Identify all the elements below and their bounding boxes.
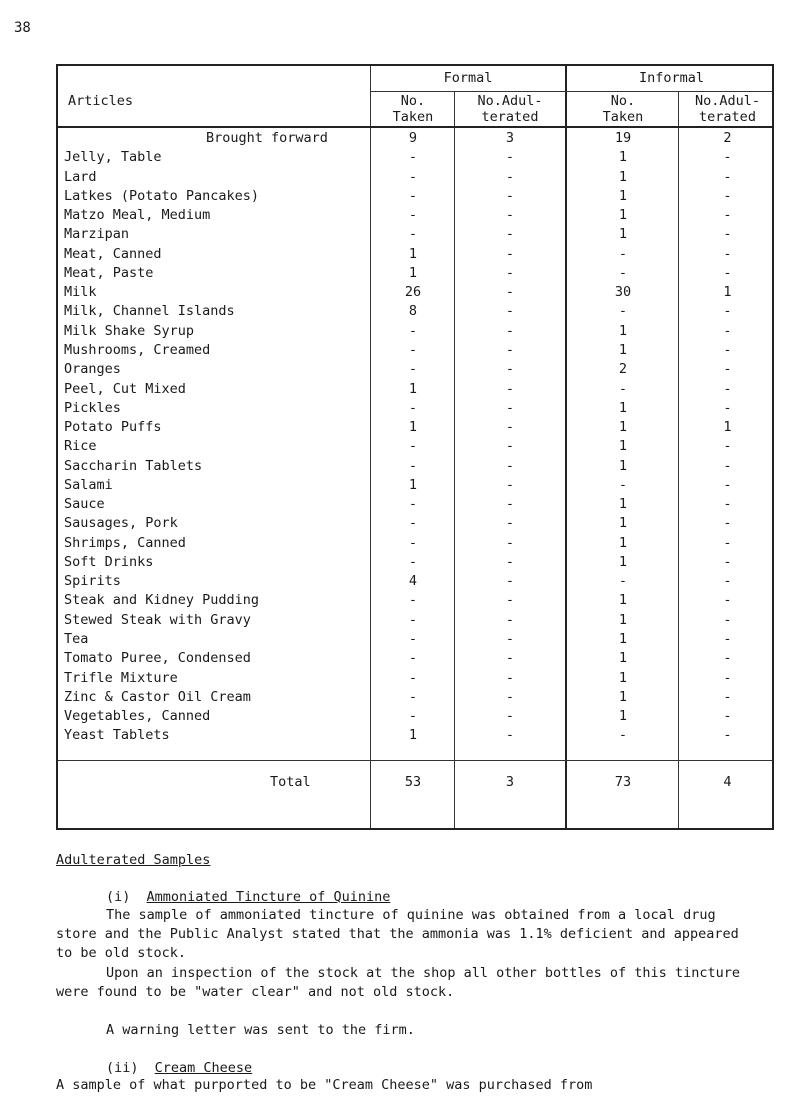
col-informal-taken-l2: Taken — [602, 109, 644, 125]
table-row-value: - — [505, 187, 515, 204]
table-row-label: Mushrooms, Creamed — [64, 341, 211, 358]
section-heading-text: Adulterated Samples — [56, 852, 211, 868]
table-row-value: - — [505, 168, 515, 185]
table-row-value: - — [408, 149, 418, 166]
table-row-value: - — [723, 708, 732, 725]
table-row-value: - — [505, 515, 515, 532]
table-row-value: - — [408, 457, 418, 474]
table-row-label: Meat, Canned — [64, 245, 162, 262]
total-row-value: 73 — [614, 774, 632, 790]
table-row-value: 4 — [408, 573, 418, 590]
table-row-value: - — [505, 688, 515, 705]
table-row-value: - — [723, 688, 732, 705]
table-row-label: Marzipan — [64, 226, 130, 243]
table-row-value: - — [505, 438, 515, 455]
table-row-value: - — [505, 631, 515, 648]
brought-forward-row-value: 19 — [614, 130, 632, 146]
table-row-value: - — [408, 438, 418, 455]
table-row-value: 2 — [618, 361, 628, 378]
table-row-label: Sausages, Pork — [64, 515, 178, 532]
table-row-value: 1 — [618, 149, 628, 166]
table-row-value: 1 — [618, 207, 628, 224]
samples-table — [56, 64, 774, 830]
table-row-value: - — [505, 611, 515, 628]
table-row-label: Meat, Paste — [64, 264, 154, 281]
section-heading — [56, 851, 776, 870]
table-row-value: - — [618, 727, 628, 744]
table-row-label: Shrimps, Canned — [64, 534, 186, 551]
total-row-label: Total — [270, 774, 311, 790]
col-formal-taken-l2: Taken — [392, 109, 434, 125]
table-row-label: Steak and Kidney Pudding — [64, 592, 260, 609]
table-row-value: 8 — [408, 303, 418, 320]
table-row-label: Rice — [64, 438, 97, 455]
table-row-value: - — [505, 419, 515, 436]
table-row-value: - — [408, 688, 418, 705]
table-row-value: - — [723, 650, 732, 667]
table-row-value: 1 — [618, 399, 628, 416]
table-row-value: - — [723, 631, 732, 648]
table-row-value: 1 — [618, 438, 628, 455]
table-row-value: - — [723, 264, 732, 281]
table-row-value: - — [723, 399, 732, 416]
table-row-label: Tea — [64, 631, 89, 648]
table-row-value: - — [505, 573, 515, 590]
total-row-value: 53 — [404, 774, 422, 790]
item2-title: Cream Cheese — [154, 1060, 253, 1076]
table-row-label: Lard — [64, 168, 97, 185]
table-row-value: - — [408, 496, 418, 513]
table-row-value: - — [408, 515, 418, 532]
table-row-value: 1 — [618, 496, 628, 513]
table-row-value: - — [505, 207, 515, 224]
table-row-value: 1 — [408, 476, 418, 493]
table-row-label: Peel, Cut Mixed — [64, 380, 186, 397]
table-row-value: - — [723, 226, 732, 243]
table-row-value: - — [505, 361, 515, 378]
table-row-value: 1 — [618, 669, 628, 686]
table-row-value: - — [505, 245, 515, 262]
table-row-label: Milk — [64, 284, 97, 301]
table-row-label: Trifle Mixture — [64, 669, 178, 686]
table-row-value: - — [505, 708, 515, 725]
table-row-value: 1 — [408, 264, 418, 281]
item2-number: (ii) — [106, 1060, 139, 1076]
table-row-value: - — [723, 592, 732, 609]
item1-title: Ammoniated Tincture of Quinine — [146, 889, 391, 905]
table-row-value: - — [408, 631, 418, 648]
table-row-value: - — [505, 534, 515, 551]
table-row-value: - — [505, 380, 515, 397]
table-row-value: - — [408, 341, 418, 358]
table-row-value: 1 — [618, 515, 628, 532]
col-formal-taken-l1: No. — [400, 93, 426, 109]
table-row-value: - — [505, 284, 515, 301]
table-row-value: 1 — [618, 226, 628, 243]
table-row-value: 1 — [723, 284, 732, 301]
table-row-value: - — [505, 226, 515, 243]
table-row-value: - — [505, 399, 515, 416]
articles-header: Articles — [68, 93, 134, 109]
table-row-value: - — [408, 207, 418, 224]
informal-header: Informal — [638, 70, 705, 86]
table-row-value: - — [505, 264, 515, 281]
table-row-value: 1 — [723, 419, 732, 436]
formal-header: Formal — [443, 70, 493, 86]
table-row-value: - — [723, 457, 732, 474]
table-row-label: Vegetables, Canned — [64, 708, 211, 725]
table-row-value: - — [618, 380, 628, 397]
table-row-value: - — [723, 207, 732, 224]
table-row-value: - — [505, 476, 515, 493]
table-row-value: - — [505, 592, 515, 609]
table-row-value: - — [505, 322, 515, 339]
table-row-value: - — [505, 341, 515, 358]
table-row-value: 1 — [618, 457, 628, 474]
total-row-value: 4 — [723, 774, 732, 790]
table-row-value: - — [505, 303, 515, 320]
item1-paragraph-3: A warning letter was sent to the firm. — [106, 1022, 415, 1038]
table-row-value: - — [505, 457, 515, 474]
table-row-value: - — [723, 168, 732, 185]
table-row-value: - — [408, 187, 418, 204]
table-row-value: 26 — [404, 284, 422, 301]
item1-heading — [106, 888, 766, 907]
table-row-value: - — [723, 341, 732, 358]
table-row-label: Milk, Channel Islands — [64, 303, 235, 320]
table-row-label: Stewed Steak with Gravy — [64, 611, 251, 628]
table-row-value: - — [723, 187, 732, 204]
table-row-value: - — [408, 226, 418, 243]
table-row-value: - — [408, 361, 418, 378]
table-row-value: - — [723, 476, 732, 493]
table-row-value: - — [408, 553, 418, 570]
table-row-value: - — [723, 322, 732, 339]
col-informal-taken-l1: No. — [610, 93, 636, 109]
table-row-value: 1 — [618, 187, 628, 204]
table-row-value: - — [408, 669, 418, 686]
table-row-value: 30 — [614, 284, 632, 301]
table-row-label: Milk Shake Syrup — [64, 322, 195, 339]
table-row-value: 1 — [408, 245, 418, 262]
table-row-value: - — [618, 264, 628, 281]
table-row-value: - — [505, 553, 515, 570]
table-row-value: 1 — [618, 553, 628, 570]
table-row-label: Potato Puffs — [64, 419, 162, 436]
item1-number: (i) — [106, 889, 131, 905]
table-row-value: - — [408, 534, 418, 551]
table-row-value: - — [408, 399, 418, 416]
table-row-value: 1 — [618, 168, 628, 185]
table-row-value: 1 — [618, 688, 628, 705]
table-row-label: Yeast Tablets — [64, 727, 170, 744]
brought-forward-row-label: Brought forward — [206, 130, 328, 146]
table-row-value: - — [618, 245, 628, 262]
table-row-value: - — [408, 168, 418, 185]
table-row-value: 1 — [618, 650, 628, 667]
table-row-label: Spirits — [64, 573, 121, 590]
table-row-value: 1 — [618, 419, 628, 436]
table-row-value: - — [408, 322, 418, 339]
table-row-value: 1 — [618, 631, 628, 648]
table-row-value: 1 — [618, 708, 628, 725]
table-row-value: 1 — [618, 341, 628, 358]
table-row-value: - — [618, 303, 628, 320]
brought-forward-row-value: 3 — [505, 130, 515, 146]
col-formal-adult-l2: terated — [481, 109, 539, 125]
table-row-label: Matzo Meal, Medium — [64, 207, 211, 224]
table-row-value: - — [408, 611, 418, 628]
table-row-value: - — [723, 611, 732, 628]
table-row-value: - — [408, 708, 418, 725]
item2-paragraph-1: A sample of what purported to be "Cream Cheese" was purchased from — [56, 1077, 593, 1093]
table-row-label: Jelly, Table — [64, 149, 162, 166]
table-row-value: - — [723, 438, 732, 455]
table-row-value: - — [505, 650, 515, 667]
item1-paragraph-1: The sample of ammoniated tincture of quinine was obtained from a local drug store and the Public Analyst stated that the ammonia was 1.1% deficient and appeared to be old stock. — [56, 907, 739, 961]
total-row-value: 3 — [505, 774, 515, 790]
table-row-label: Pickles — [64, 399, 121, 416]
table-row-value: - — [408, 592, 418, 609]
table-row-value: 1 — [408, 727, 418, 744]
table-row-value: - — [723, 727, 732, 744]
table-row-value: - — [618, 476, 628, 493]
table-row-value: 1 — [618, 592, 628, 609]
table-row-label: Soft Drinks — [64, 553, 154, 570]
table-row-value: - — [723, 496, 732, 513]
table-row-label: Salami — [64, 476, 113, 493]
table-row-value: - — [723, 515, 732, 532]
table-row-label: Sauce — [64, 496, 105, 513]
col-informal-adult-l1: No.Adul- — [694, 93, 761, 109]
table-row-label: Zinc & Castor Oil Cream — [64, 688, 251, 705]
col-informal-adult-l2: terated — [699, 109, 756, 125]
table-row-value: - — [723, 245, 732, 262]
table-row-value: 1 — [618, 322, 628, 339]
table-row-value: - — [505, 727, 515, 744]
brought-forward-row-value: 9 — [408, 130, 418, 146]
table-row-value: - — [723, 534, 732, 551]
table-row-value: - — [408, 650, 418, 667]
table-row-label: Latkes (Potato Pancakes) — [64, 187, 260, 204]
brought-forward-row-value: 2 — [723, 130, 732, 146]
table-row-value: - — [723, 380, 732, 397]
table-row-value: - — [505, 669, 515, 686]
table-row-value: 1 — [618, 534, 628, 551]
table-row-value: 1 — [408, 380, 418, 397]
page-number: 38 — [14, 20, 31, 36]
table-row-value: 1 — [408, 419, 418, 436]
table-row-value: - — [723, 361, 732, 378]
table-row-label: Oranges — [64, 361, 121, 378]
table-row-label: Tomato Puree, Condensed — [64, 650, 251, 667]
table-row-value: - — [723, 553, 732, 570]
col-formal-adult-l1: No.Adul- — [477, 93, 543, 109]
table-row-label: Saccharin Tablets — [64, 457, 203, 474]
table-row-value: - — [505, 496, 515, 513]
table-row-value: - — [723, 573, 732, 590]
table-row-value: - — [723, 149, 732, 166]
table-row-value: - — [618, 573, 628, 590]
table-row-value: - — [723, 303, 732, 320]
table-row-value: 1 — [618, 611, 628, 628]
table-row-value: - — [723, 669, 732, 686]
item1-paragraph-2: Upon an inspection of the stock at the shop all other bottles of this tincture were found to be "water clear" and not old stock. — [56, 965, 740, 1000]
table-row-value: - — [505, 149, 515, 166]
